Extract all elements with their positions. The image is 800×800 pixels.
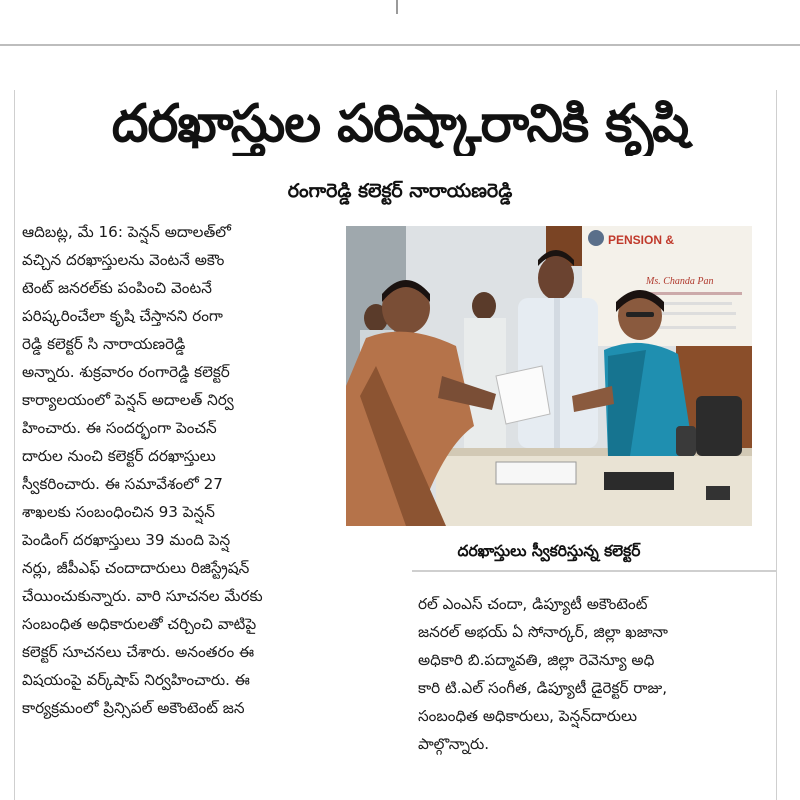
body-line: విషయంపై వర్క్‌షాప్ నిర్వహించారు. ఈ [22, 671, 250, 689]
body-line: సంబంధిత అధికారులతో చర్చించి వాటిపై [22, 615, 257, 633]
body-line: పాల్గొన్నారు. [418, 735, 490, 753]
body-line: చేయించుకున్నారు. వారి సూచనల మేరకు [22, 587, 263, 605]
body-line: పెండింగ్ దరఖాస్తులు 39 మంది పెన్ష [22, 531, 231, 549]
body-line: ఆదిబట్ల, మే 16: పెన్షన్ అదాలత్‌లో [22, 223, 231, 241]
header-divider-tick [396, 0, 398, 14]
photo-caption: దరఖాస్తులు స్వీకరిస్తున్న కలెక్టర్ [457, 542, 641, 560]
body-line: నర్లు, జీపీఎఫ్ చందాదారులు రిజిస్ట్రేషన్ [22, 559, 250, 577]
body-line: వచ్చిన దరఖాస్తులను వెంటనే అకౌం [22, 251, 225, 269]
body-line: పరిష్కరించేలా కృషి చేస్తానని రంగా [22, 307, 223, 325]
banner-name: Ms. Chanda Pan [646, 276, 714, 287]
body-line: అన్నారు. శుక్రవారం రంగారెడ్డి కలెక్టర్ [22, 363, 230, 381]
body-line: కార్యక్రమంలో ప్రిన్సిపల్ అకౌంటెంట్ జన [22, 699, 245, 717]
body-line: రెడ్డి కలెక్టర్ సి నారాయణరెడ్డి [22, 335, 186, 353]
body-line: శాఖలకు సంబంధించిన 93 పెన్షన్ [22, 503, 215, 521]
body-line: కార్యాలయంలో పెన్షన్ అదాలత్ నిర్వ [22, 391, 234, 409]
body-line: కలెక్టర్ సూచనలు చేశారు. అనంతరం ఈ [22, 643, 255, 661]
body-column-right [418, 590, 778, 758]
body-line: కారి టి.ఎల్ సంగీత, డిప్యూటీ డైరెక్టర్ రాజు, [418, 679, 668, 697]
body-line: జనరల్ అభయ్ ఏ సోనార్కర్, జిల్లా ఖజానా [418, 623, 668, 641]
left-column-rule [14, 90, 15, 800]
body-line: హించారు. ఈ సందర్భంగా పెంచన్ [22, 419, 217, 437]
article-headline: దరఖాస్తుల పరిష్కారానికి కృషి [111, 94, 689, 154]
header-rule [0, 44, 800, 46]
body-line: రల్ ఎంఎస్ చందా, డిప్యూటీ అకౌంటెంట్ [418, 595, 648, 613]
caption-rule [412, 570, 776, 572]
body-line: అధికారి బి.పద్మావతి, జిల్లా రెవెన్యూ అధి [418, 651, 655, 669]
article-subhead: రంగారెడ్డి కలెక్టర్ నారాయణరెడ్డి [287, 180, 513, 202]
body-column-left [22, 218, 340, 722]
article-photo [346, 226, 752, 526]
body-line: టెంట్ జనరల్‌కు పంపించి వెంటనే [22, 279, 212, 297]
body-line: సంబంధిత అధికారులు, పెన్షన్‌దారులు [418, 707, 637, 725]
banner-title: PENSION & [608, 233, 675, 247]
body-line: దారుల నుంచి కలెక్టర్ దరఖాస్తులు [22, 447, 216, 465]
body-line: స్వీకరించారు. ఈ సమావేశంలో 27 [22, 475, 223, 493]
